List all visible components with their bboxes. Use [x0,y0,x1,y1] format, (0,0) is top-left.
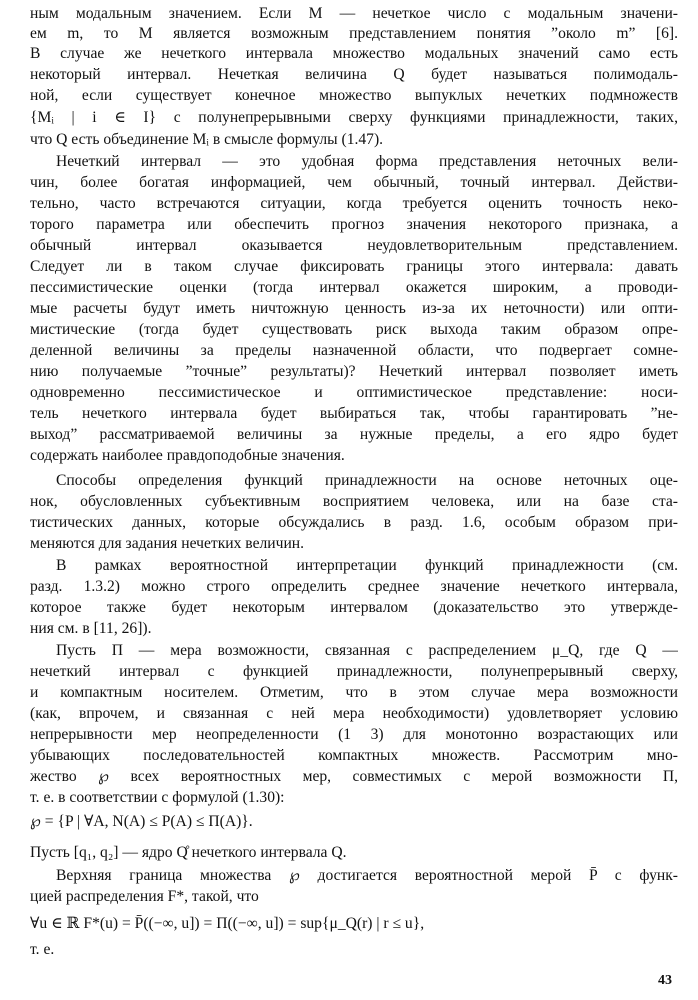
text-line: некоторый интервал. Нечеткая величина Q будет называться полимодаль- [30,66,678,83]
text-line: обычный интервал оказывается неудовлетворительным представлением. [30,237,678,254]
text-line: деленной величины за пределы назначенной области, что подвергает сомне- [30,342,678,359]
paragraph-start-line: Нечеткий интервал — это удобная форма представления неточных вели- [56,153,678,170]
paragraph-start-line: В рамках вероятностной интерпретации функций принадлежности (см. [56,557,678,574]
text-line: торого параметра или обеспечить прогноз значения некоторого признака, а [30,216,678,233]
text-line: ной, если существует конечное множество выпуклых нечетких подмножеств [30,87,678,104]
text-line: содержать наиболее правдоподобные значения. [30,447,345,464]
text-line: т. е. [30,941,55,958]
paragraph-start-line: Способы определения функций принадлежности на основе неточных оце- [56,472,678,489]
formula-line: ℘ = {P | ∀A, N(A) ≤ P(A) ≤ Π(A)}. [30,813,253,830]
formula-line: ∀u ∈ ℝ F*(u) = P̄((−∞, u]) = Π((−∞, u]) = sup{μ_Q(r) | r ≤ u}, [30,915,425,932]
text-line: {Mᵢ | i ∈ I} с полунепрерывными сверху функциями принадлежности, таких, [30,109,678,126]
text-line: которое также будет некоторым интервалом (доказательство это утвержде- [30,599,678,616]
text-line: В случае же нечеткого интервала множество модальных значений само есть [30,45,678,62]
text-line: ния см. в [11, 26]). [30,620,152,637]
text-line: жество ℘ всех вероятностных мер, совместимых с мерой возможности Π, [30,768,678,785]
text-line: непрерывности мер неопределенности (1 3) для монотонно возрастающих или [30,726,678,743]
text-line: нию получаемые ”точные” результаты)? Нечеткий интервал позволяет иметь [30,363,678,380]
paragraph-start-line: Верхняя граница множества ℘ достигается вероятностной мерой P̄ с функ- [56,867,678,884]
text-line: Следует ли в таком случае фиксировать границы этого интервала: давать [30,258,678,275]
text-line: т. е. в соответствии с формулой (1.30): [30,789,285,806]
page-number: 43 [658,973,672,988]
text-line: меняются для задания нечетких величин. [30,535,305,552]
text-line: нок, обусловленных субъективным восприятием человека, или на базе ста- [30,493,678,510]
text-line: одновременно пессимистическое и оптимистическое представление: носи- [30,384,678,401]
text-line: ем m, то M является возможным представлением понятия ”около m” [6]. [30,25,678,42]
text-line: мые расчеты будут иметь ничтожную ценность из-за их неточности) или опти- [30,300,678,317]
text-line: тель нечеткого интервала будет выбираться так, чтобы гарантировать ”не- [30,405,678,422]
text-line: пессимистические оценки (тогда интервал окажется широким, а проводи- [30,279,678,296]
text-line: мистические (тогда будет существовать риск выхода таким образом опре- [30,321,678,338]
text-line: Пусть [q₁, q₂] — ядро Q̊ нечеткого интервала Q. [30,844,347,861]
text-line: выход” рассматриваемой величины за нужные пределы, а его ядро будет [30,426,678,443]
text-line: и компактным носителем. Отметим, что в этом случае мера возможности [30,684,678,701]
text-line: разд. 1.3.2) можно строго определить среднее значение нечеткого интервала, [30,578,678,595]
text-line: цией распределения F*, такой, что [30,888,259,905]
text-line: убывающих последовательностей компактных множеств. Рассмотрим мно- [30,747,678,764]
text-line: ным модальным значением. Если M — нечеткое число с модальным значени- [30,5,678,22]
text-line: (как, впрочем, и связанная с ней мера необходимости) удовлетворяет условию [30,705,678,722]
text-line: тельно, часто встречаются ситуации, когда требуется оценить точность неко- [30,195,678,212]
paragraph-start-line: Пусть Π — мера возможности, связанная с распределением μ_Q, где Q — [56,642,678,659]
text-line: что Q есть объединение Mᵢ в смысле формулы (1.47). [30,131,384,148]
text-line: нечеткий интервал с функцией принадлежности, полунепрерывный сверху, [30,663,678,680]
text-line: чин, более богатая информацией, чем обычный, точный интервал. Действи- [30,174,678,191]
text-line: тистических данных, которые обсуждались в разд. 1.6, особым образом при- [30,514,678,531]
